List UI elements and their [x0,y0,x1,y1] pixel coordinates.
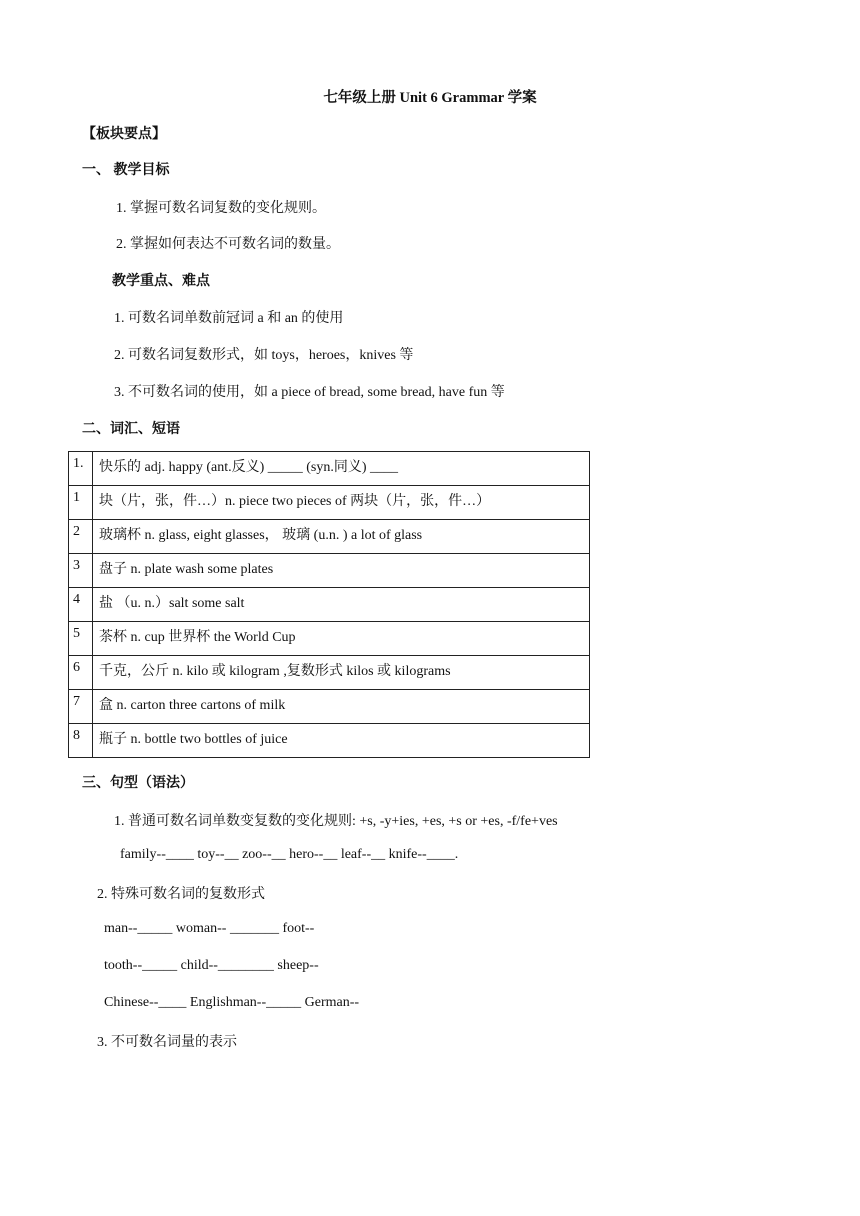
goal-item: 2. 掌握如何表达不可数名词的数量。 [116,237,340,252]
table-row [69,520,590,554]
row-text: 玻璃杯 n. glass, eight glasses， 玻璃 (u.n. ) a lot of glass [93,520,590,554]
row-number: 3 [69,554,93,588]
goal-item: 1. 掌握可数名词复数的变化规则。 [116,201,326,216]
vocab-table [68,451,590,758]
table-row [69,452,590,486]
table-row [69,588,590,622]
row-text: 盐 （u. n.）salt some salt [93,588,590,622]
row-number: 5 [69,622,93,656]
row-number: 6 [69,656,93,690]
heading-key-points: 教学重点、难点 [112,274,210,289]
row-number: 8 [69,724,93,758]
row-text: 快乐的 adj. happy (ant.反义) _____ (syn.同义) ____ [93,452,590,486]
table-row [69,554,590,588]
heading-sentence-patterns: 三、句型（语法） [82,776,194,791]
row-text: 盒 n. carton three cartons of milk [93,690,590,724]
rule-3: 3. 不可数名词量的表示 [97,1035,237,1050]
row-text: 茶杯 n. cup 世界杯 the World Cup [93,622,590,656]
heading-vocabulary: 二、词汇、短语 [82,422,180,437]
row-text: 千克，公斤 n. kilo 或 kilogram ,复数形式 kilos 或 kilograms [93,656,590,690]
row-number: 1. [69,452,93,486]
table-row [69,486,590,520]
table-row [69,622,590,656]
key-item: 1. 可数名词单数前冠词 a 和 an 的使用 [114,311,344,326]
row-text: 瓶子 n. bottle two bottles of juice [93,724,590,758]
page-title: 七年级上册 Unit 6 Grammar 学案 [323,90,537,106]
rule-2-line: Chinese--____ Englishman--_____ German-- [104,995,360,1010]
row-text: 盘子 n. plate wash some plates [93,554,590,588]
table-row [69,724,590,758]
table-row [69,690,590,724]
rule-1: 1. 普通可数名词单数变复数的变化规则: +s, -y+ies, +es, +s or +es, -f/fe+ves [114,814,558,829]
rule-2: 2. 特殊可数名词的复数形式 [97,887,265,902]
row-text: 块（片，张，件…）n. piece two pieces of 两块（片，张，件…） [93,486,590,520]
heading-teaching-goals: 一、 教学目标 [82,163,170,178]
row-number: 1 [69,486,93,520]
key-item: 3. 不可数名词的使用，如 a piece of bread, some bread, have fun 等 [114,385,505,400]
rule-1-examples: family--____ toy--__ zoo--__ hero--__ leaf--__ knife--____. [120,847,459,862]
rule-2-line: tooth--_____ child--________ sheep-- [104,958,319,973]
key-item: 2. 可数名词复数形式，如 toys，heroes，knives 等 [114,348,414,363]
rule-2-line: man--_____ woman-- _______ foot-- [104,921,315,936]
row-number: 2 [69,520,93,554]
row-number: 7 [69,690,93,724]
row-number: 4 [69,588,93,622]
section-header: 【板块要点】 [82,127,166,142]
table-row [69,656,590,690]
